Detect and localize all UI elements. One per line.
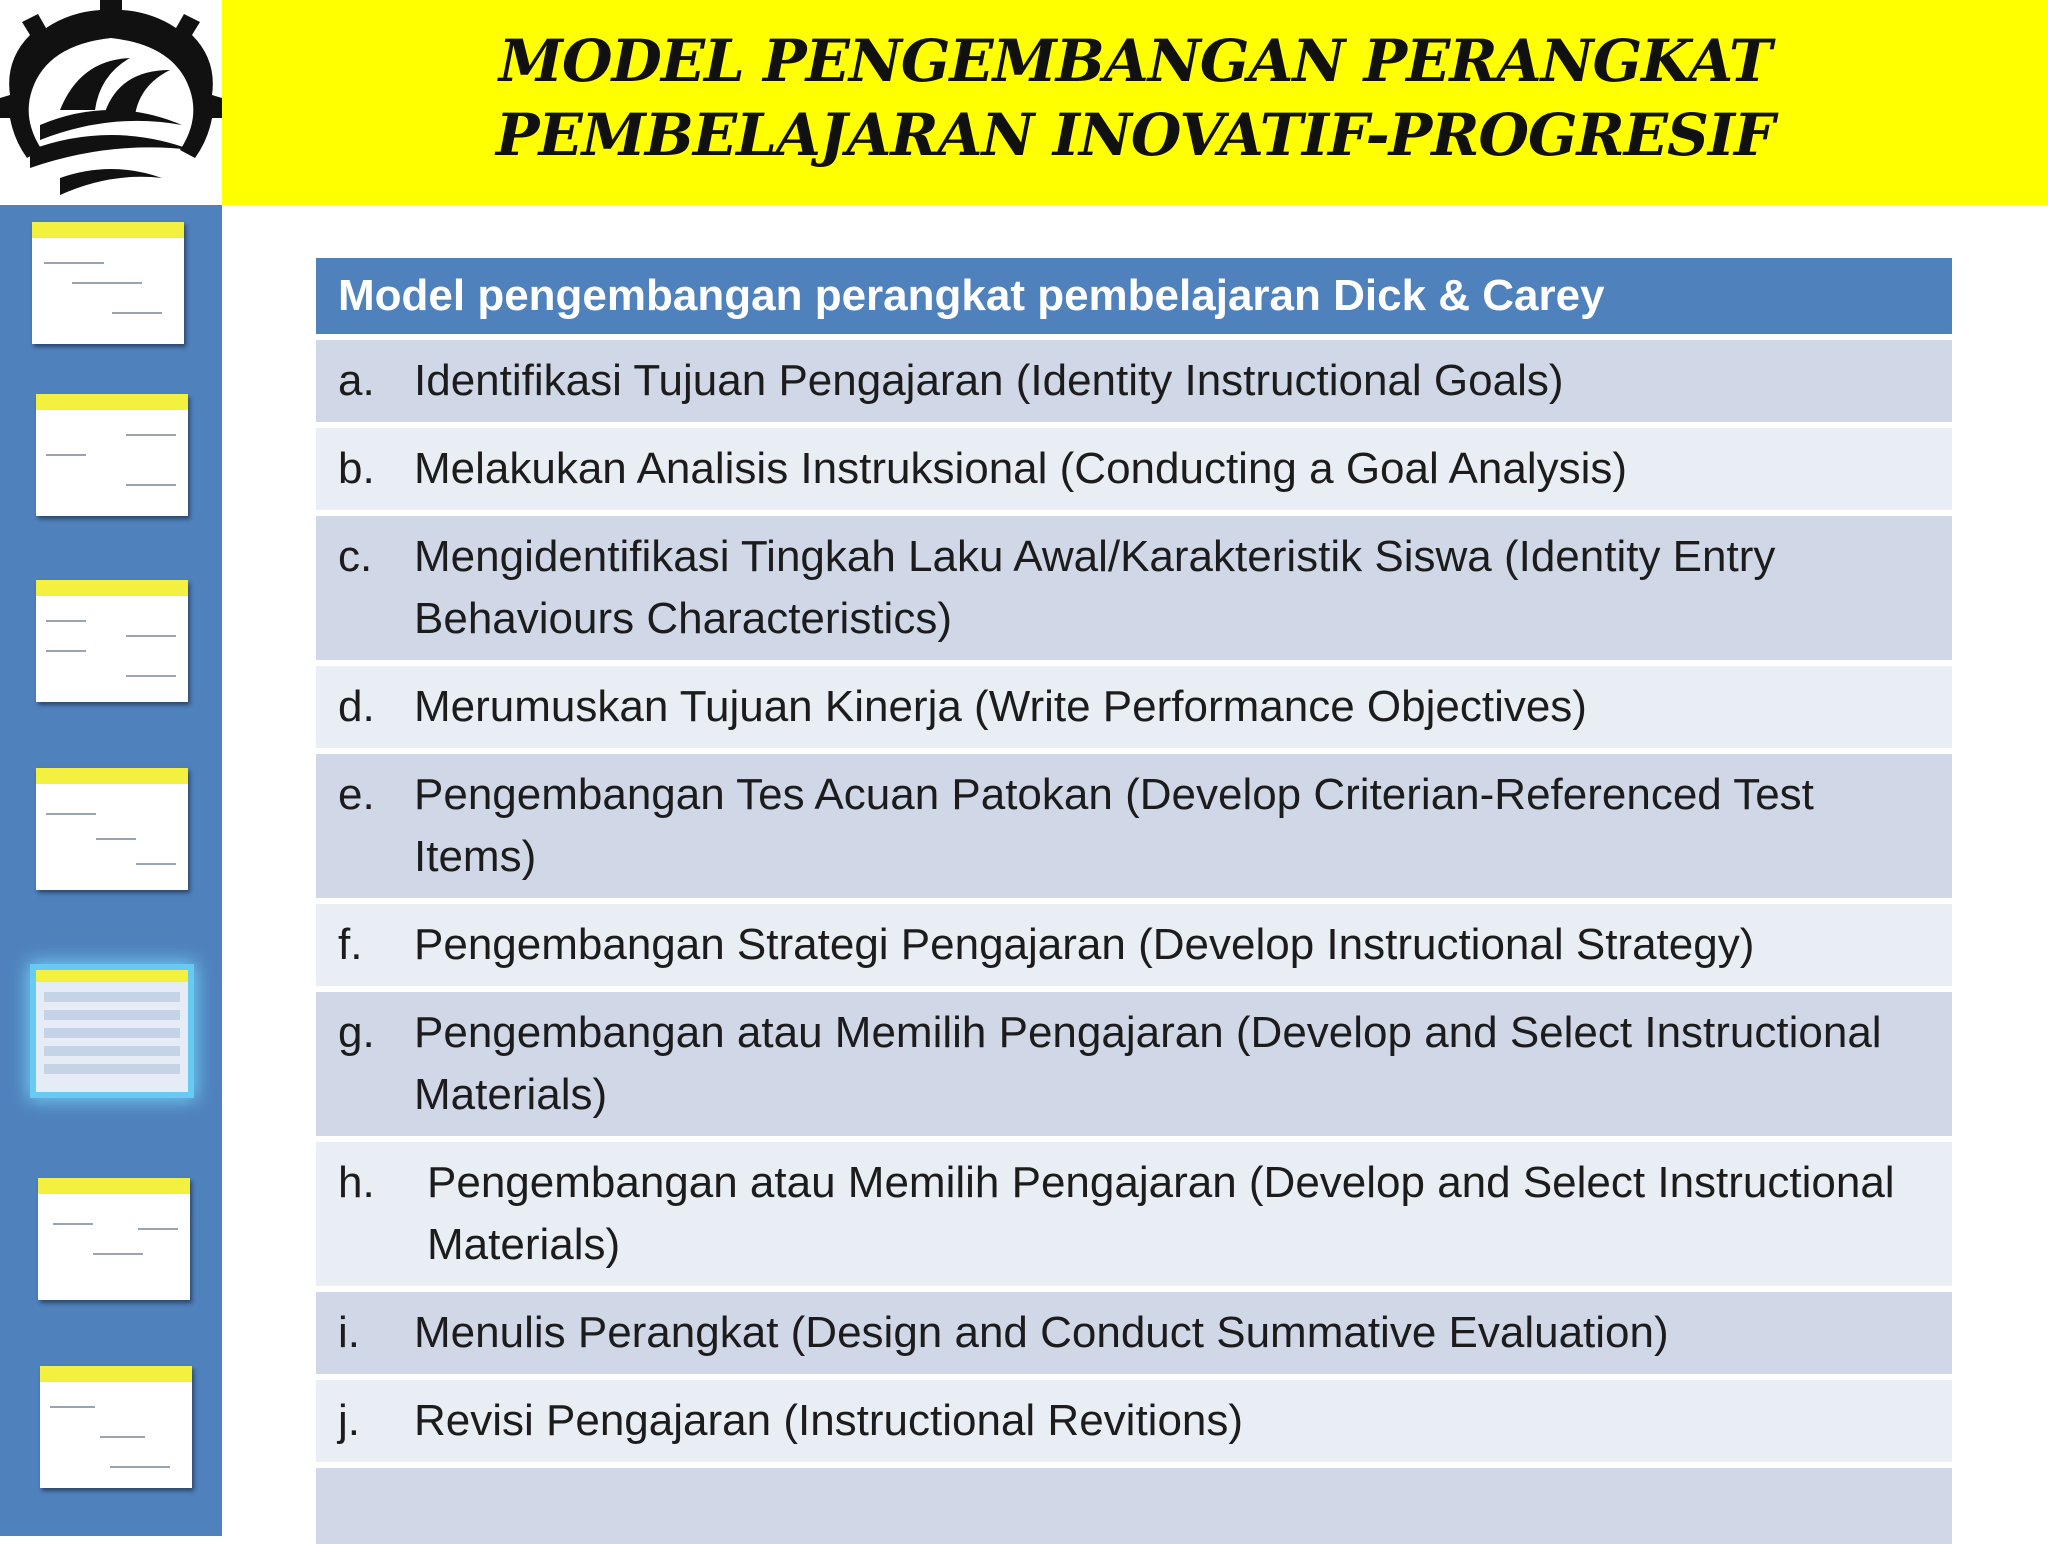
row-text: Pengembangan Tes Acuan Patokan (Develop Criterian-Referenced Test Items) <box>414 770 1814 881</box>
slide-thumbnail-7[interactable] <box>40 1366 192 1488</box>
row-label: j. <box>338 1396 360 1445</box>
table-row <box>316 334 1952 422</box>
slide-thumbnail-5-current[interactable] <box>36 970 188 1092</box>
row-label: g. <box>338 1008 375 1057</box>
row-label: c. <box>338 532 373 581</box>
row-text: Mengidentifikasi Tingkah Laku Awal/Karakteristik Siswa (Identity Entry Behaviours Characteristics) <box>414 532 1776 643</box>
table-header: Model pengembangan perangkat pembelajaran Dick & Carey <box>316 258 1952 334</box>
table-row <box>316 422 1952 510</box>
table-row <box>316 660 1952 748</box>
table-row <box>316 1374 1952 1462</box>
slide-title <box>222 24 2048 172</box>
slide-header <box>222 0 2048 205</box>
row-text: Pengembangan Strategi Pengajaran (Develop Instructional Strategy) <box>414 920 1755 969</box>
row-label: b. <box>338 444 375 493</box>
slide-thumbnail-sidebar <box>0 0 222 1536</box>
table-row <box>316 986 1952 1136</box>
row-text: Identifikasi Tujuan Pengajaran (Identity Instructional Goals) <box>414 356 1564 405</box>
row-label: h. <box>338 1158 375 1207</box>
table-row <box>316 898 1952 986</box>
slide-thumbnail-4[interactable] <box>36 768 188 890</box>
table-row <box>316 510 1952 660</box>
row-text: Melakukan Analisis Instruksional (Conducting a Goal Analysis) <box>414 444 1628 493</box>
table-row <box>316 1136 1952 1286</box>
table-row <box>316 748 1952 898</box>
row-text: Merumuskan Tujuan Kinerja (Write Performance Objectives) <box>414 682 1587 731</box>
row-text: Pengembangan atau Memilih Pengajaran (Develop and Select Instructional Materials) <box>414 1008 1882 1119</box>
logo-emblem-icon <box>0 0 222 205</box>
row-label: i. <box>338 1308 360 1357</box>
dick-carey-table <box>316 258 1952 1544</box>
slide-thumbnail-2[interactable] <box>36 394 188 516</box>
row-label: d. <box>338 682 375 731</box>
row-text: Menulis Perangkat (Design and Conduct Summative Evaluation) <box>414 1308 1669 1357</box>
title-line-2: PEMBELAJARAN INOVATIF-PROGRESIF <box>495 101 1775 169</box>
university-logo <box>0 0 222 205</box>
slide-thumbnail-3[interactable] <box>36 580 188 702</box>
table-row-empty <box>316 1462 1952 1544</box>
title-line-1: MODEL PENGEMBANGAN PERANGKAT <box>498 27 1772 95</box>
row-label: f. <box>338 920 363 969</box>
row-label: e. <box>338 770 375 819</box>
row-text: Revisi Pengajaran (Instructional Revitions) <box>414 1396 1244 1445</box>
row-label: a. <box>338 356 375 405</box>
table-row <box>316 1286 1952 1374</box>
row-text: Pengembangan atau Memilih Pengajaran (Develop and Select Instructional Materials) <box>427 1158 1895 1269</box>
slide-thumbnail-6[interactable] <box>38 1178 190 1300</box>
slide-thumbnail-1[interactable] <box>32 222 184 344</box>
